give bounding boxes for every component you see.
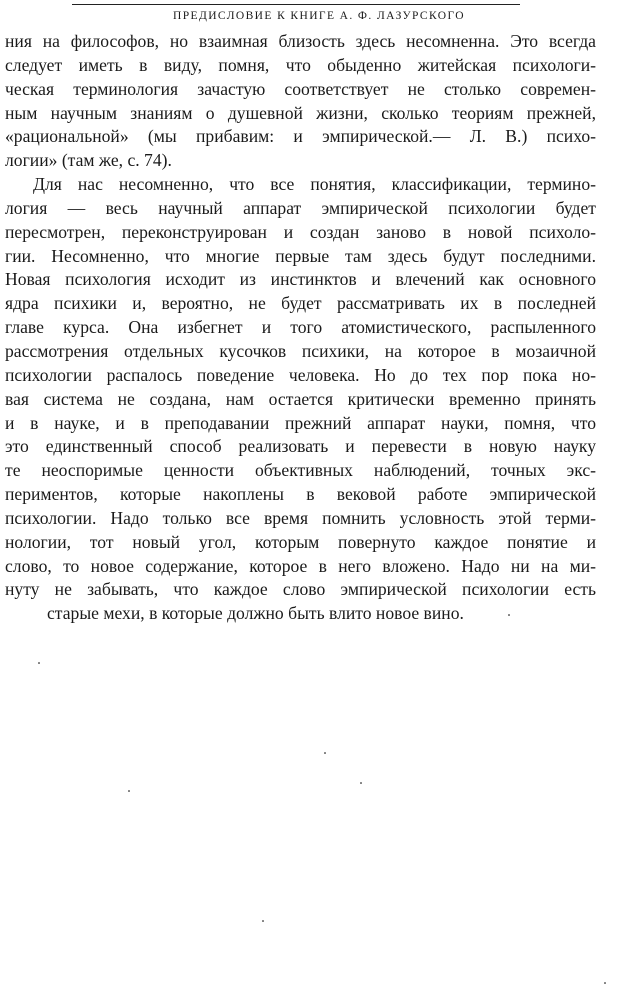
text-line: старые мехи, в которые должно быть влито новое вино.: [47, 603, 464, 624]
text-line: главе курса. Она избегнет и того атомистического, распыленного: [5, 317, 596, 338]
text-line: и в науке, и в преподавании прежний аппарат науки, помня, что: [5, 412, 596, 433]
text-line: слово, то новое содержание, которое в него вложено. Надо ни на ми-: [5, 555, 596, 576]
text-line: пересмотрен, переконструирован и создан заново в новой психоло-: [5, 221, 596, 242]
text-line: ядра психики и, вероятно, не будет рассматривать их в последней: [5, 293, 596, 314]
text-line: вая система не создана, нам остается критически временно принять: [5, 388, 596, 409]
body-text: [5, 30, 596, 626]
text-line: следует иметь в виду, помня, что обыденно житейская психологи-: [5, 54, 596, 75]
text-line: ческая терминология зачастую соответствует не столько современ-: [5, 78, 596, 99]
running-header: ПРЕДИСЛОВИЕ К КНИГЕ А. Ф. ЛАЗУРСКОГО: [173, 10, 465, 22]
text-line: рассмотрения отдельных кусочков психики, на которое в мозаичной: [5, 340, 596, 361]
text-line: Для нас несомненно, что все понятия, классификации, термино-: [33, 174, 596, 195]
text-line: «рациональной» (мы прибавим: и эмпирической.— Л. В.) психо-: [5, 126, 596, 147]
text-line: те неоспоримые ценности объективных наблюдений, точных экс-: [5, 460, 596, 481]
text-line: нуту не забывать, что каждое слово эмпирической психологии есть: [5, 579, 596, 600]
text-line: ния на философов, но взаимная близость здесь несомненна. Это всегда: [5, 31, 596, 51]
text-line: психологии. Надо только все время помнить условность этой терми-: [5, 507, 596, 528]
text-line: психологии распалось поведение человека. Но до тех пор пока но-: [5, 364, 596, 385]
header-rule: [72, 4, 520, 5]
text-line: логия — весь научный аппарат эмпирической психологии будет: [5, 197, 596, 218]
text-line: периментов, которые накоплены в вековой работе эмпирической: [5, 484, 596, 505]
text-line: гии. Несомненно, что многие первые там здесь будут последними.: [5, 245, 596, 266]
text-line: ным научным знаниям о душевной жизни, сколько теориям прежней,: [5, 102, 596, 123]
text-line: Новая психология исходит из инстинктов и влечений как основного: [5, 269, 596, 290]
text-line: логии» (там же, с. 74).: [5, 150, 172, 171]
text-line: это единственный способ реализовать и перевести в новую науку: [5, 436, 596, 457]
text-line: нологии, тот новый угол, которым повернуто каждое понятие и: [5, 531, 596, 552]
